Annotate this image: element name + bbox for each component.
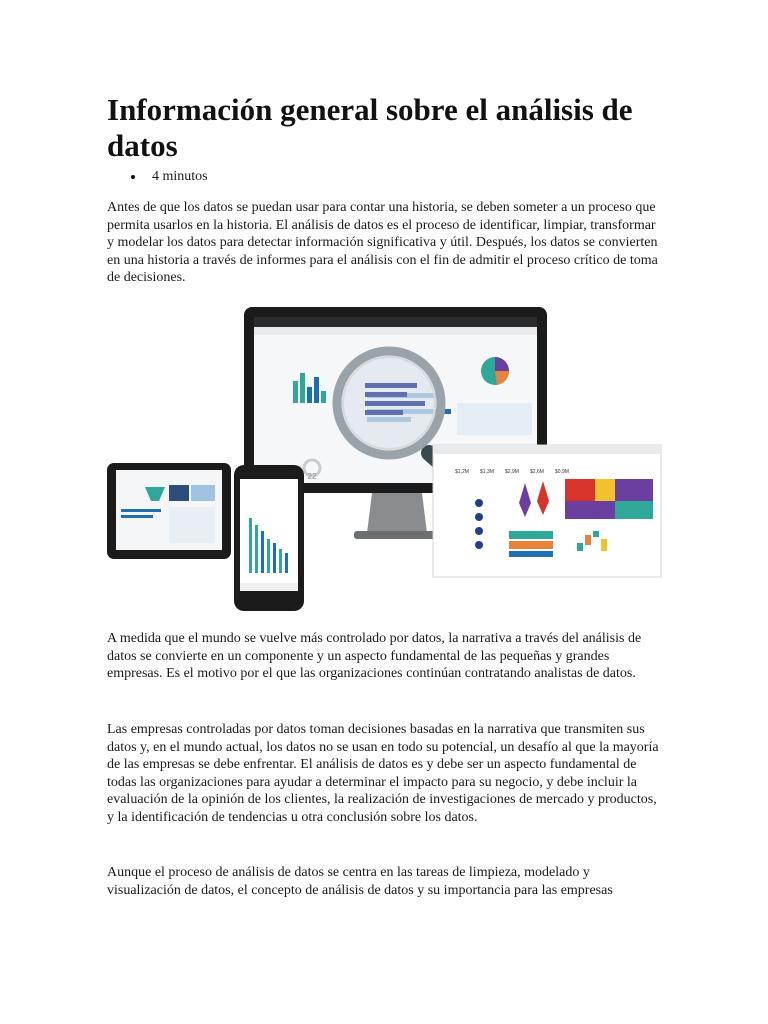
meta-list: [107, 168, 659, 185]
screen-pie-chart: [481, 357, 509, 385]
screen-map: [457, 403, 532, 435]
kpi-3: $2,9M: [505, 469, 519, 475]
monitor-base: [354, 531, 440, 539]
kpi-2: $1,3M: [480, 469, 494, 475]
gauge-value: 22: [307, 472, 317, 481]
phone-device: [234, 465, 304, 611]
monitor-stand: [367, 493, 427, 533]
article: [107, 92, 659, 287]
paragraph-2: A medida que el mundo se vuelve más controlado por datos, la narrativa a través del análisis de datos se convierte en un componente y un aspecto fundamental de las pequeñas y grandes empresas. Es el motivo por el que las organizaciones continúan contratando analistas de datos.: [107, 631, 642, 682]
tablet-device: [107, 463, 231, 559]
browser-window: [433, 445, 661, 577]
duration-item: 4 minutos: [107, 168, 659, 185]
kpi-4: $2,6M: [530, 469, 544, 475]
intro-paragraph: Antes de que los datos se puedan usar para contar una historia, se deben someter a un proceso que permita usarlos en la historia. El análisis de datos es el proceso de identificar, limpiar, transformar y modelar los datos para detectar información significativa y útil. Después, los datos se convierten en una historia a través de informes para el análisis con el fin de admitir el proceso crítico de toma de decisiones.: [107, 200, 658, 286]
paragraph-3: Las empresas controladas por datos toman decisiones basadas en la narrativa que transmiten sus datos y, en el mundo actual, los datos no se usan en todo su potencial, un desafío al que la mayoría de las empresas se debe enfrentar. El análisis de datos es y debe ser un aspecto fundamental de todas las organizaciones para ayudar a determinar el impacto para su negocio, y debe incluir la evaluación de la opinión de los clientes, la realización de investigaciones de mercado y productos, y la identificación de tendencias u otra conclusión sobre los datos.: [107, 722, 659, 825]
data-analysis-illustration: [107, 303, 663, 615]
page-title: Información general sobre el análisis de datos: [107, 92, 633, 163]
kpi-5: $0,9M: [555, 469, 569, 475]
paragraph-4: Aunque el proceso de análisis de datos se centra en las tareas de limpieza, modelado y visualización de datos, el concepto de análisis de datos y su importancia para las empresas: [107, 865, 613, 898]
kpi-1: $1,2M: [455, 469, 469, 475]
